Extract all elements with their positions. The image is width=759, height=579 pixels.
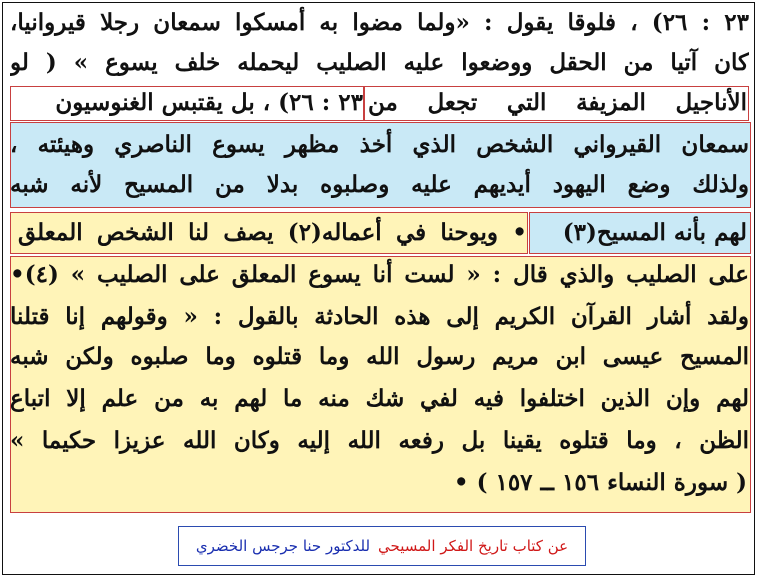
- text-line-9: المسيح عيسى ابن مريم رسول الله وما قتلوه وما صلبوه ولكن شبه: [10, 343, 749, 370]
- text-line-1: ٢٣ : ٢٦) ، فلوقا يقول : «ولما مضوا به أمسكوا سمعان رجلا قيروانيا،: [10, 9, 749, 36]
- caption-source: عن كتاب تاريخ الفكر المسيحي: [378, 537, 569, 555]
- text-line-3a: ٢٣ : ٢٦) ، بل يقتبس الغنوسيون: [55, 89, 363, 116]
- source-caption: [178, 526, 586, 566]
- text-line-8: ولقد أشار القرآن الكريم إلى هذه الحادثة بالقول : « وقولهم إنا قتلنا: [10, 303, 749, 330]
- text-line-5: ولذلك وضع اليهود أيديهم عليه وصلبوه بدلا من المسيح لأنه شبه: [10, 171, 749, 198]
- text-line-2: كان آتيا من الحقل ووضعوا عليه الصليب ليحمله خلف يسوع » ( لو: [10, 49, 749, 76]
- text-line-4: سمعان القيرواني الشخص الذي أخذ مظهر يسوع الناصري وهيئته ،: [10, 131, 749, 158]
- text-line-7: على الصليب والذي قال : « لست أنا يسوع المعلق على الصليب » (٤)•: [10, 261, 749, 288]
- text-line-10: لهم وإن الذين اختلفوا فيه لفي شك منه ما لهم به من علم إلا اتباع: [10, 385, 749, 412]
- text-line-3b: الأناجيل المزيفة التي تجعل من: [368, 89, 747, 116]
- text-line-6a: لهم بأنه المسيح(٣): [562, 219, 747, 246]
- caption-author: للدكتور حنا جرجس الخضري: [195, 537, 371, 555]
- text-line-12: ( سورة النساء ١٥٦ ــ ١٥٧ ) •: [453, 469, 747, 496]
- text-line-11: الظن ، وما قتلوه يقينا بل رفعه الله إليه وكان الله عزيزا حكيما »: [10, 427, 749, 454]
- text-line-6b: • ويوحنا في أعماله(٢) يصف لنا الشخص المعلق: [18, 219, 527, 246]
